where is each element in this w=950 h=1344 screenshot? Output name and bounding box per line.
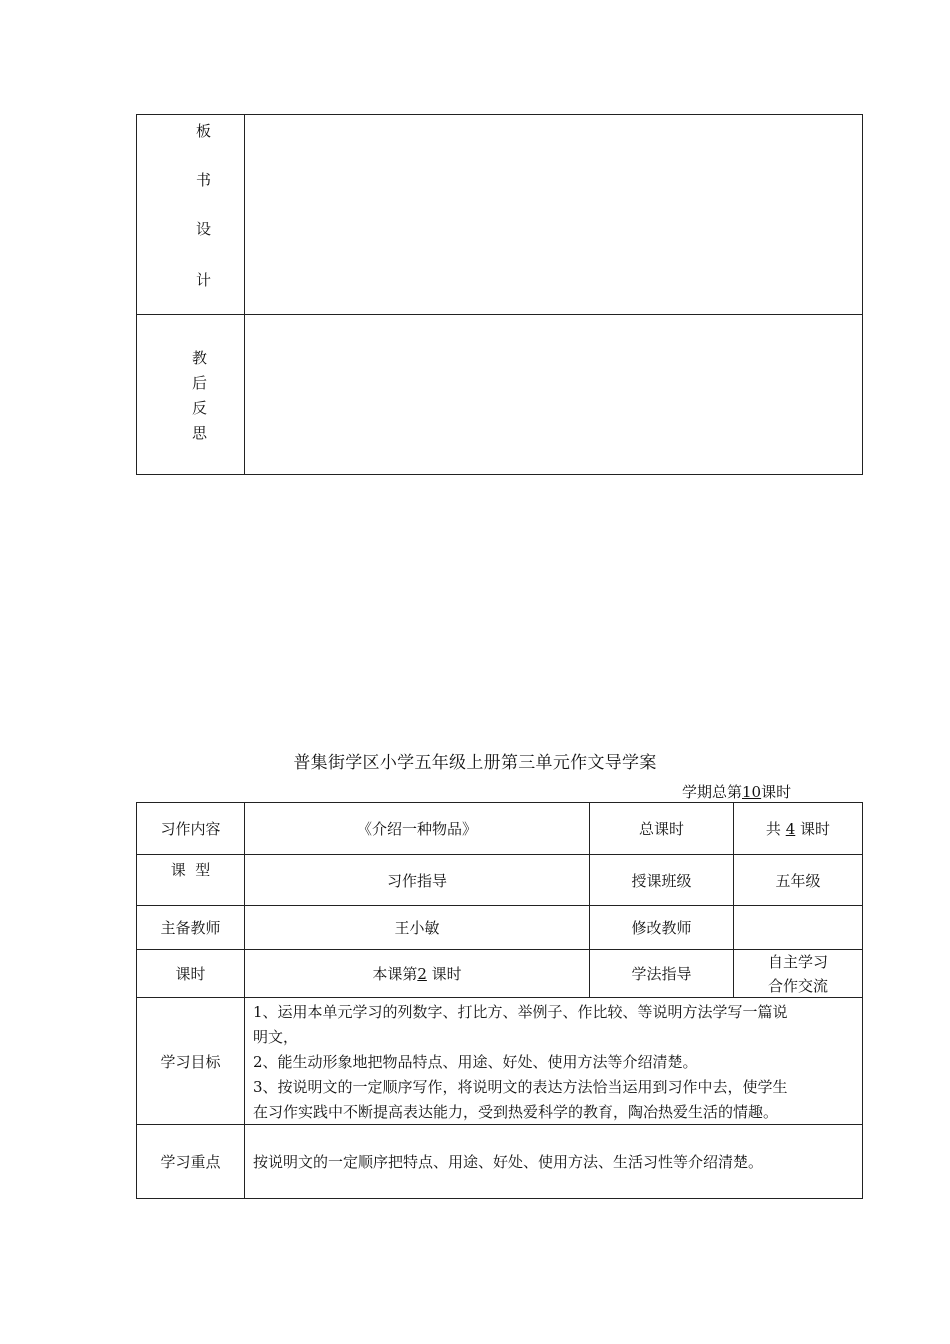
goals-text xyxy=(253,1000,859,1125)
type-value: 习作指导 xyxy=(386,871,447,890)
hour-number: 2 xyxy=(417,964,427,983)
method-line: 合作交流 xyxy=(767,976,828,995)
board-design-label-char: 书 xyxy=(196,171,212,189)
board-design-label-char: 设 xyxy=(196,220,212,238)
revise-teacher-value[interactable] xyxy=(734,906,862,949)
total-hours-value xyxy=(734,803,862,854)
content-label: 习作内容 xyxy=(160,820,221,838)
lead-teacher-label: 主备教师 xyxy=(160,919,221,937)
hour-value xyxy=(245,950,589,997)
lesson-plan-table xyxy=(136,802,863,1199)
goals-line: 1、运用本单元学习的列数字、打比方、举例子、作比较、等说明方法学写一篇说 xyxy=(253,1003,788,1021)
focus-value: 按说明文的一定顺序把特点、用途、好处、使用方法、生活习性等介绍清楚。 xyxy=(253,1153,764,1171)
class-value: 五年级 xyxy=(775,871,821,890)
content-value: 《介绍一种物品》 xyxy=(356,820,477,838)
revise-teacher-label: 修改教师 xyxy=(631,919,692,937)
goals-line: 明文， xyxy=(253,1028,299,1046)
total-hours-suffix: 课时 xyxy=(800,820,831,838)
focus-label: 学习重点 xyxy=(160,1153,221,1171)
period-suffix: 课时 xyxy=(761,783,792,801)
lead-teacher-value: 王小敏 xyxy=(394,919,440,937)
board-design-content-area[interactable] xyxy=(245,115,862,314)
row-divider xyxy=(137,997,862,998)
board-design-label-char: 计 xyxy=(196,271,212,289)
hour-label: 课时 xyxy=(175,965,206,983)
period-prefix: 学期总第 xyxy=(682,783,743,801)
reflection-label-char: 后 xyxy=(192,374,208,392)
hour-prefix: 本课第 xyxy=(372,965,418,983)
total-hours-label: 总课时 xyxy=(638,820,684,838)
reflection-label-char: 反 xyxy=(192,399,208,417)
semester-period xyxy=(682,781,791,802)
goals-line: 3、按说明文的一定顺序写作，将说明文的表达方法恰当运用到习作中去，使学生 xyxy=(253,1078,788,1096)
method-value xyxy=(734,950,862,997)
hour-suffix: 课时 xyxy=(431,965,462,983)
board-reflection-table xyxy=(136,114,863,475)
method-line: 自主学习 xyxy=(767,952,828,971)
method-label: 学法指导 xyxy=(631,965,692,983)
goals-label: 学习目标 xyxy=(160,1052,221,1071)
period-number: 10 xyxy=(742,783,762,801)
class-label: 授课班级 xyxy=(631,871,692,890)
board-design-label-char: 板 xyxy=(196,122,212,140)
reflection-content-area[interactable] xyxy=(245,315,862,474)
total-hours-prefix: 共 xyxy=(765,820,781,838)
goals-line: 2、能生动形象地把物品特点、用途、好处、使用方法等介绍清楚。 xyxy=(253,1053,698,1071)
goals-line: 在习作实践中不断提高表达能力，受到热爱科学的教育，陶冶热爱生活的情趣。 xyxy=(253,1103,779,1121)
type-label: 课 型 xyxy=(170,860,211,879)
reflection-label-char: 思 xyxy=(192,424,208,442)
total-hours-number: 4 xyxy=(785,819,796,838)
reflection-label-char: 教 xyxy=(192,349,208,367)
document-title: 普集街学区小学五年级上册第三单元作文导学案 xyxy=(293,753,657,773)
